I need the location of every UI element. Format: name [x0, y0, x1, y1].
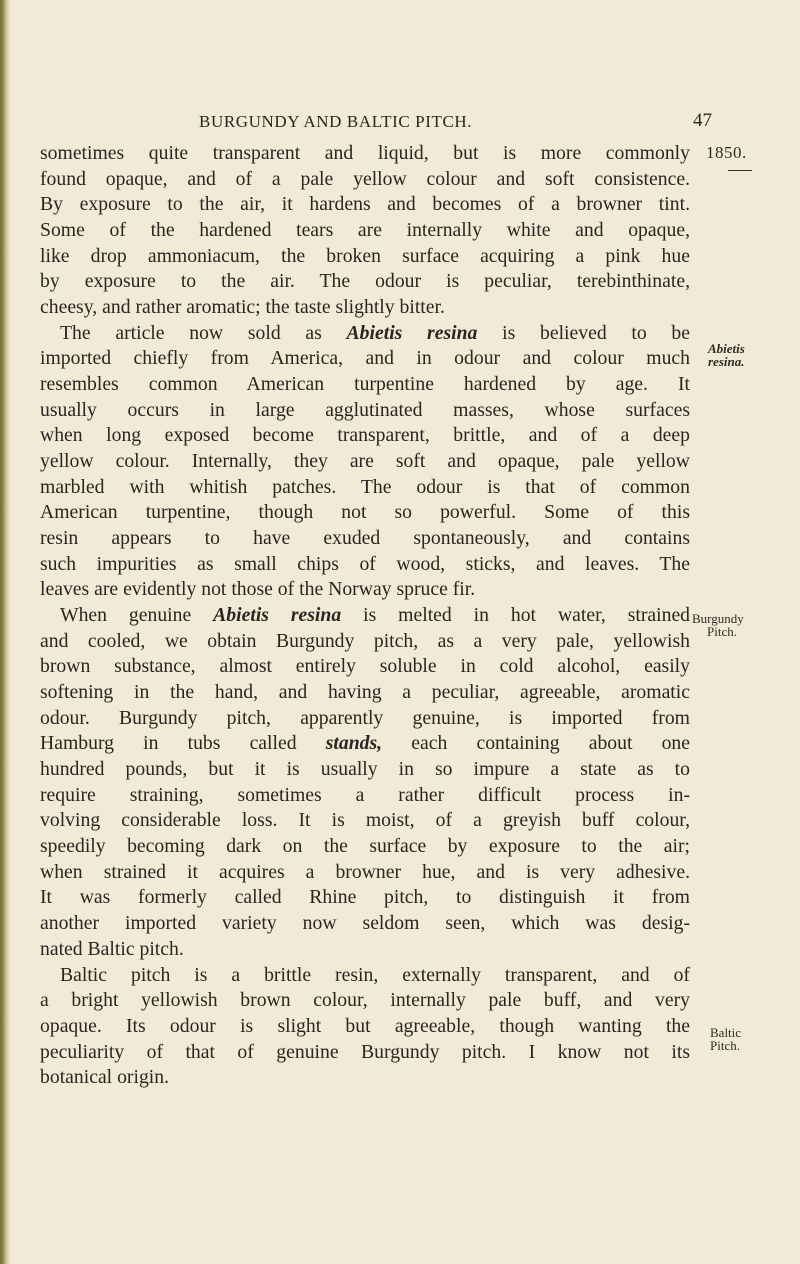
text-line: another imported variety now seldom seen, which was desig- [40, 912, 690, 935]
text-line: cheesy, and rather aromatic; the taste slightly bitter. [40, 296, 445, 319]
text-line: resembles common American turpentine hardened by age. It [40, 373, 690, 396]
running-head: BURGUNDY AND BALTIC PITCH. [199, 112, 473, 131]
margin-note-line: resina. [708, 354, 745, 369]
page-binding-edge [0, 0, 10, 1264]
margin-note-year: 1850. [706, 143, 747, 162]
margin-note-line: Pitch. [707, 624, 737, 639]
margin-note-rule [728, 170, 752, 171]
body-text [40, 141, 690, 1091]
text-line: yellow colour. Internally, they are soft and opaque, pale yellow [40, 450, 690, 473]
text-run: is melted in hot water, strained [363, 604, 691, 627]
italic-term: Abietis resina [346, 321, 478, 344]
text-line: resin appears to have exuded spontaneously, and contains [40, 527, 690, 550]
text-run: Hamburg in tubs called [40, 732, 297, 755]
italic-term: Abietis resina [213, 604, 342, 627]
text-run: The article now sold as [60, 321, 322, 344]
text-line: Baltic pitch is a brittle resin, externally transparent, and of [60, 963, 690, 986]
text-line: by exposure to the air. The odour is peculiar, terebinthinate, [40, 270, 690, 293]
margin-note-line: Abietis [708, 341, 745, 356]
text-line: when strained it acquires a browner hue, and is very adhesive. [40, 860, 690, 883]
text-run: is believed to be [502, 321, 691, 344]
text-line [40, 731, 690, 757]
text-line: require straining, sometimes a rather difficult process in- [40, 783, 690, 806]
text-line: and cooled, we obtain Burgundy pitch, as a very pale, yellowish [40, 629, 690, 652]
text-line: when long exposed become transparent, brittle, and of a deep [40, 424, 690, 447]
text-line: peculiarity of that of genuine Burgundy pitch. I know not its [40, 1040, 690, 1063]
text-line: sometimes quite transparent and liquid, but is more commonly [40, 142, 690, 164]
text-line [40, 321, 690, 347]
margin-note-line: Burgundy [692, 611, 744, 626]
page-number: 47 [693, 110, 712, 131]
text-line: American turpentine, though not so powerful. Some of this [40, 501, 690, 524]
text-line: like drop ammoniacum, the broken surface acquiring a pink hue [40, 244, 690, 267]
text-line: odour. Burgundy pitch, apparently genuine, is imported from [40, 706, 690, 729]
text-line: brown substance, almost entirely soluble in cold alcohol, easily [40, 655, 690, 678]
text-line: usually occurs in large agglutinated masses, whose surfaces [40, 398, 690, 421]
italic-term: stands, [325, 732, 383, 755]
text-line: It was formerly called Rhine pitch, to distinguish it from [40, 886, 690, 909]
text-line: softening in the hand, and having a peculiar, agreeable, aromatic [40, 681, 690, 704]
text-line: leaves are evidently not those of the Norway spruce fir. [40, 578, 476, 601]
text-line: botanical origin. [40, 1066, 170, 1089]
margin-note-line: Pitch. [710, 1038, 740, 1053]
text-line: hundred pounds, but it is usually in so impure a state as to [40, 758, 690, 781]
margin-note-abietis-resina [708, 342, 745, 368]
text-line: found opaque, and of a pale yellow colour and soft consistence. [40, 167, 690, 190]
text-line: By exposure to the air, it hardens and becomes of a browner tint. [40, 193, 690, 216]
text-line: such impurities as small chips of wood, sticks, and leaves. The [40, 552, 690, 575]
text-line: a bright yellowish brown colour, internally pale buff, and very [40, 989, 690, 1012]
margin-note-burgundy-pitch [692, 612, 744, 638]
text-line: marbled with whitish patches. The odour is that of common [40, 475, 690, 498]
margin-note-baltic-pitch [710, 1026, 741, 1052]
text-line: volving considerable loss. It is moist, of a greyish buff colour, [40, 809, 690, 832]
text-run: each containing about one [411, 732, 691, 755]
text-run: When genuine [60, 604, 192, 627]
text-line: opaque. Its odour is slight but agreeable, though wanting the [40, 1014, 690, 1037]
text-line: speedily becoming dark on the surface by exposure to the air; [40, 835, 690, 858]
text-line: Some of the hardened tears are internally white and opaque, [40, 219, 690, 242]
text-line: nated Baltic pitch. [40, 937, 184, 960]
margin-note-line: Baltic [710, 1025, 742, 1040]
text-line: imported chiefly from America, and in odour and colour much [40, 347, 690, 370]
text-line [40, 603, 690, 629]
